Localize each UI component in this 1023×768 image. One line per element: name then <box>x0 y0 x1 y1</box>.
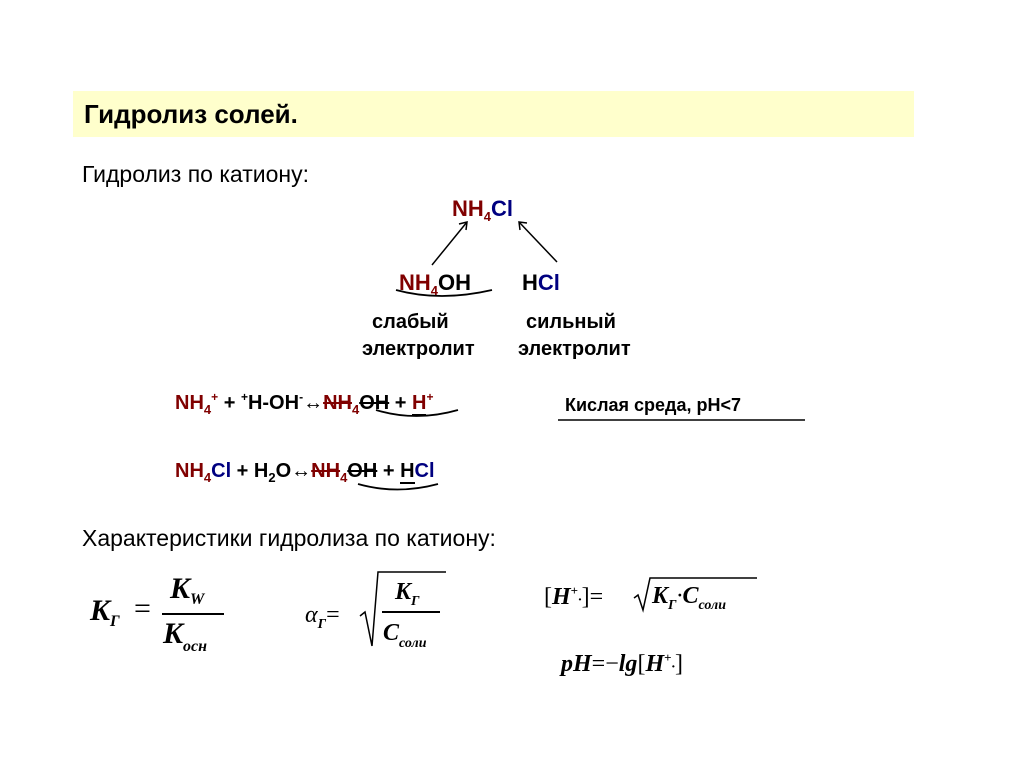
alpha-numerator: $K_Г$ <box>395 579 420 609</box>
equals-sign: = <box>134 592 151 625</box>
strong-label-1: сильный <box>526 311 616 333</box>
salt-formula: $NH_4Cl$ <box>452 196 514 224</box>
molecular-equation: $NH_4Cl$ + $H_2O\leftrightarrow NH_4OH$ + HCl <box>175 460 435 485</box>
strong-label-2: электролит <box>518 338 631 360</box>
weak-label-2: электролит <box>362 338 475 360</box>
slide-title: Гидролиз солей. <box>84 99 298 129</box>
kosn-denominator: $K_{осн}$ <box>163 617 207 655</box>
alpha-denominator: $C_{соли}$ <box>383 620 427 651</box>
hydrogen-concentration-formula: [H+·]= <box>544 583 604 610</box>
subtitle: Гидролиз по катиону: <box>82 161 309 187</box>
hydrolysis-constant-formula: $K_Г$ <box>90 594 120 630</box>
fraction-bar <box>162 613 224 615</box>
medium-label: Кислая среда, рН<7 <box>565 395 741 415</box>
alpha-formula: $\alpha_Г=$ <box>305 602 340 632</box>
ionic-equation: $NH_4^+$ + $^+H-OH^-\leftrightarrow NH_4OH + H^+$ <box>175 390 434 417</box>
weak-base-formula: $NH_4OH$ <box>399 270 472 298</box>
strong-acid-formula: HCl <box>522 270 560 295</box>
kw-numerator: $K_W$ <box>170 572 205 608</box>
hydrogen-sqrt-content: $K_Г\cdot C_{соли}$ <box>652 583 726 613</box>
characteristics-heading: Характеристики гидролиза по катиону: <box>82 525 496 551</box>
ph-formula: pH=−lg[H+·] <box>561 650 684 677</box>
weak-label-1: слабый <box>372 311 449 333</box>
